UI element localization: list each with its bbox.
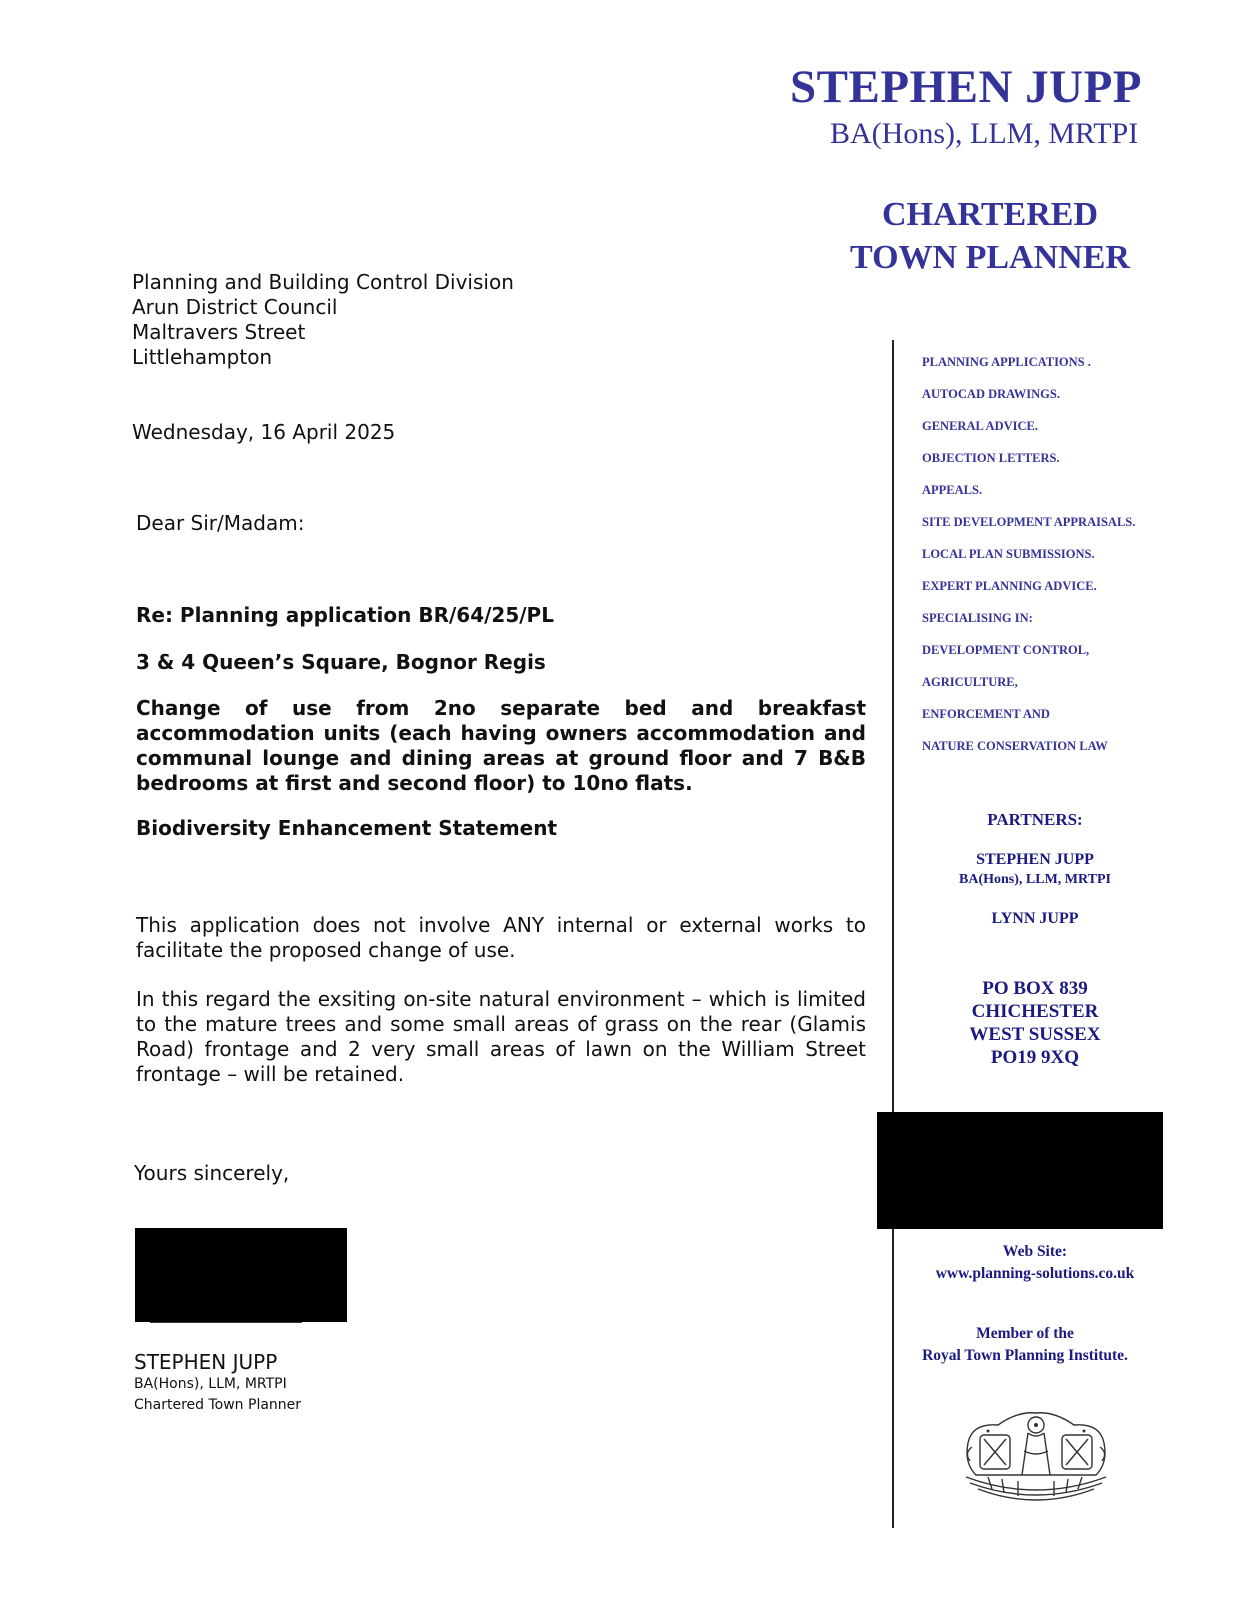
partner-2-name: LYNN JUPP [991,910,1079,927]
address-line: Arun District Council [132,295,338,319]
postal-line: PO19 9XQ [990,1047,1080,1068]
signatory-qualifications: BA(Hons), LLM, MRTPI [134,1376,287,1392]
website-label: Web Site: [1002,1243,1068,1260]
service-item: LOCAL PLAN SUBMISSIONS. [922,547,1095,561]
services-list [922,354,1222,770]
document-title: Biodiversity Enhancement Statement [136,816,558,840]
service-item: SPECIALISING IN: [922,611,1033,625]
letterhead-profession [820,193,1160,279]
membership-block [890,1323,1160,1367]
application-reference: Re: Planning application BR/64/25/PL [136,603,554,627]
membership-line-1: Member of the [976,1325,1074,1342]
profession-line-1: CHARTERED [881,196,1099,233]
service-item: APPEALS. [922,483,983,497]
letterhead-qualifications: BA(Hons), LLM, MRTPI [830,117,1139,150]
address-line: Planning and Building Control Division [132,270,514,294]
service-item: OBJECTION LETTERS. [922,451,1060,465]
rtpi-crest-icon [958,1403,1114,1501]
partner-1-qualifications: BA(Hons), LLM, MRTPI [959,872,1111,887]
site-address: 3 & 4 Queen’s Square, Bognor Regis [136,650,546,674]
service-item: EXPERT PLANNING ADVICE. [922,579,1097,593]
service-item: PLANNING APPLICATIONS . [922,355,1091,369]
service-item: NATURE CONSERVATION LAW [922,739,1108,753]
recipient-address [132,270,514,370]
service-item: DEVELOPMENT CONTROL, [922,643,1090,657]
application-description: Change of use from 2no separate bed and breakfast accommodation units (each having owners accommodation and communal lounge and dining areas at ground floor and 7 B&B bedrooms at first and second floor) to 10no flats. [136,696,866,795]
salutation: Dear Sir/Madam: [136,511,305,535]
website-link[interactable]: www.planning-solutions.co.uk [935,1265,1135,1282]
signatory-name: STEPHEN JUPP [134,1350,278,1374]
service-item: AUTOCAD DRAWINGS. [922,387,1060,401]
letterhead-name: STEPHEN JUPP [790,61,1143,113]
website-block [900,1241,1170,1285]
body-paragraph-1: This application does not involve ANY internal or external works to facilitate the proposed change of use. [136,913,866,962]
letter-date: Wednesday, 16 April 2025 [132,420,396,444]
postal-line: WEST SUSSEX [969,1024,1101,1045]
profession-line-2: TOWN PLANNER [850,239,1130,276]
partner-1-name: STEPHEN JUPP [976,851,1094,868]
redacted-contact-block [877,1112,1163,1229]
address-line: Maltravers Street [132,320,306,344]
postal-line: PO BOX 839 [982,978,1088,999]
signatory-title: Chartered Town Planner [134,1397,302,1413]
partners-heading: PARTNERS: [987,810,1083,829]
redacted-signature [135,1228,347,1322]
service-item: ENFORCEMENT AND [922,707,1050,721]
body-paragraph-2: In this regard the exsiting on-site natural environment – which is limited to the mature trees and some small areas of grass on the rear (Glamis Road) frontage and 2 very small areas of lawn on the William Street frontage – will be retained. [136,987,866,1086]
service-item: GENERAL ADVICE. [922,419,1038,433]
service-item: AGRICULTURE, [922,675,1018,689]
signature-line [150,1322,302,1323]
service-item: SITE DEVELOPMENT APPRAISALS. [922,515,1136,529]
address-line: Littlehampton [132,345,273,369]
postal-line: CHICHESTER [971,1001,1099,1022]
postal-address [900,977,1170,1069]
membership-line-2: Royal Town Planning Institute. [922,1347,1128,1364]
closing: Yours sincerely, [134,1161,290,1185]
